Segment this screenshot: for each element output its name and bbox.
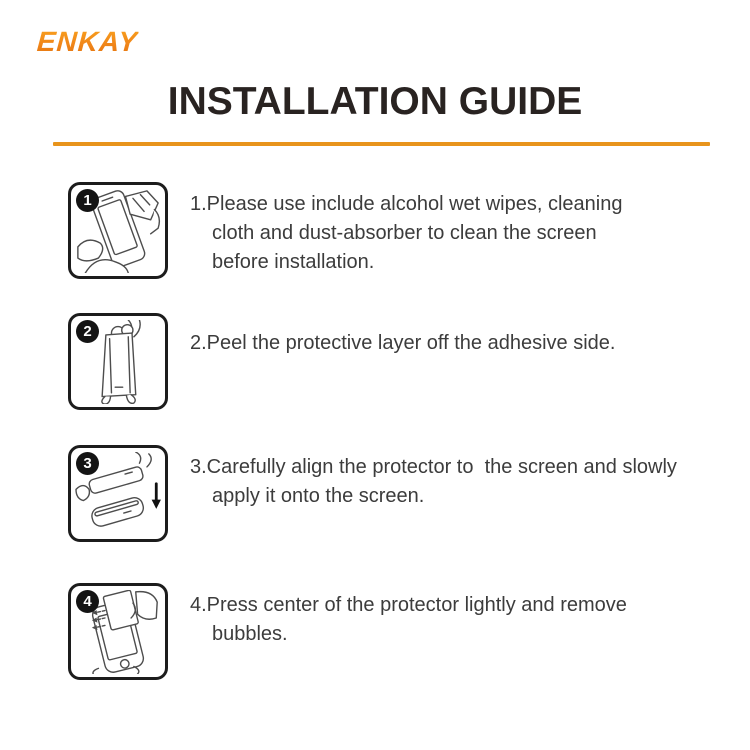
- page-title: INSTALLATION GUIDE: [167, 80, 583, 123]
- step-1-text: [190, 190, 623, 277]
- step-1-number-badge: 1: [76, 189, 99, 212]
- step-3-text: [190, 453, 677, 511]
- accent-divider: [53, 142, 710, 146]
- step-4-text: [190, 591, 627, 649]
- step-3-illustration-box: [68, 445, 168, 542]
- step-4-illustration-box: [68, 583, 168, 680]
- step-text-line: bubbles.: [212, 623, 288, 645]
- step-text-line: 2.Peel the protective layer off the adhesive side.: [190, 332, 616, 354]
- step-text-line: 1.Please use include alcohol wet wipes, cleaning: [190, 193, 623, 215]
- step-text-line: 4.Press center of the protector lightly and remove: [190, 594, 627, 616]
- step-2-text: [190, 329, 615, 358]
- step-2-illustration-box: [68, 313, 168, 410]
- step-1-illustration-box: [68, 182, 168, 279]
- step-text-line: 3.Carefully align the protector to the screen and slowly: [190, 456, 677, 478]
- step-text-line: apply it onto the screen.: [212, 485, 425, 507]
- step-text-line: cloth and dust-absorber to clean the screen: [212, 222, 597, 244]
- step-4-number-badge: 4: [76, 590, 99, 613]
- step-text-line: before installation.: [212, 251, 375, 273]
- enkay-logo: ENKAY: [35, 26, 140, 57]
- step-3-number-badge: 3: [76, 452, 99, 475]
- step-2-number-badge: 2: [76, 320, 99, 343]
